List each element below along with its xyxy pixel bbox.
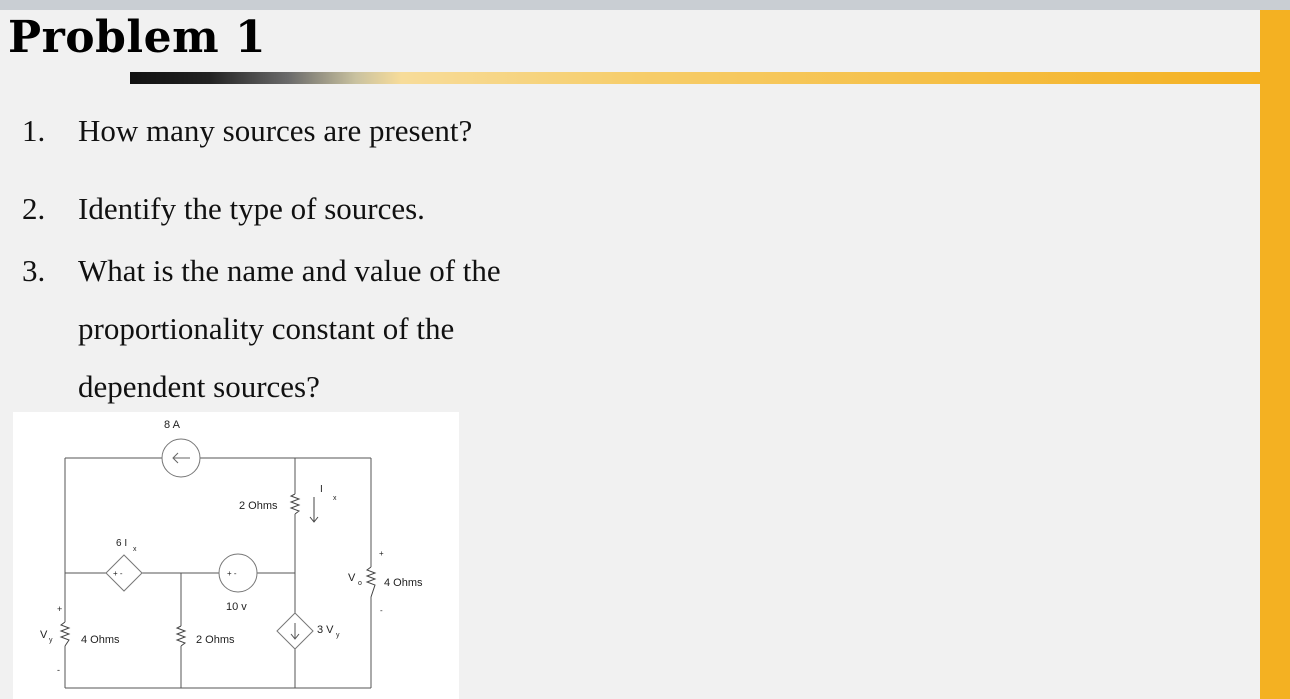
question-number: 1. (22, 113, 46, 148)
question-text: proportionality constant of the (78, 311, 455, 346)
resistor-icon (291, 494, 299, 514)
vy-minus: - (57, 665, 60, 675)
slide-title: Problem 1 (8, 12, 267, 63)
circuit-svg (13, 412, 459, 699)
resistor-icon (367, 567, 375, 597)
voltage-source-icon (219, 554, 257, 592)
svg-text:+ -: + - (227, 569, 237, 578)
vy-subscript: y (49, 637, 53, 644)
dependent-current-label: 3 V (317, 624, 334, 636)
resistor-label: 4 Ohms (81, 634, 120, 646)
question-text: Identify the type of sources. (78, 191, 425, 226)
dependent-current-source-icon (277, 613, 313, 649)
resistor-icon (177, 626, 185, 646)
voltage-source-label: 10 v (226, 601, 247, 613)
down-arrow-icon (310, 497, 318, 522)
current-source-icon (162, 439, 200, 477)
question-number: 3. (22, 253, 46, 288)
vo-label: V (348, 572, 356, 584)
vy-plus: + (57, 604, 63, 614)
vo-minus: - (380, 606, 383, 615)
resistor-icon (61, 622, 69, 646)
title-underline (130, 72, 1260, 84)
dependent-voltage-subscript: x (133, 546, 137, 553)
question-text: dependent sources? (78, 369, 320, 404)
top-strip (0, 0, 1290, 10)
resistor-label: 4 Ohms (384, 577, 423, 589)
question-text: How many sources are present? (78, 113, 473, 148)
question-number: 2. (22, 191, 46, 226)
vo-plus: + (379, 549, 384, 558)
current-source-label: 8 A (164, 419, 180, 431)
ix-label: I (320, 484, 323, 495)
question-text: What is the name and value of the (78, 253, 501, 288)
vy-label: V (40, 629, 48, 641)
resistor-label: 2 Ohms (239, 500, 278, 512)
circuit-diagram (13, 412, 459, 699)
resistor-label: 2 Ohms (196, 634, 235, 646)
dependent-current-subscript: y (336, 632, 340, 639)
dependent-voltage-label: 6 I (116, 538, 128, 549)
svg-text:+ -: + - (113, 569, 123, 578)
accent-sidebar (1260, 10, 1290, 699)
vo-subscript: o (358, 580, 362, 587)
ix-subscript: x (333, 495, 337, 502)
dependent-voltage-source-icon (106, 555, 142, 591)
